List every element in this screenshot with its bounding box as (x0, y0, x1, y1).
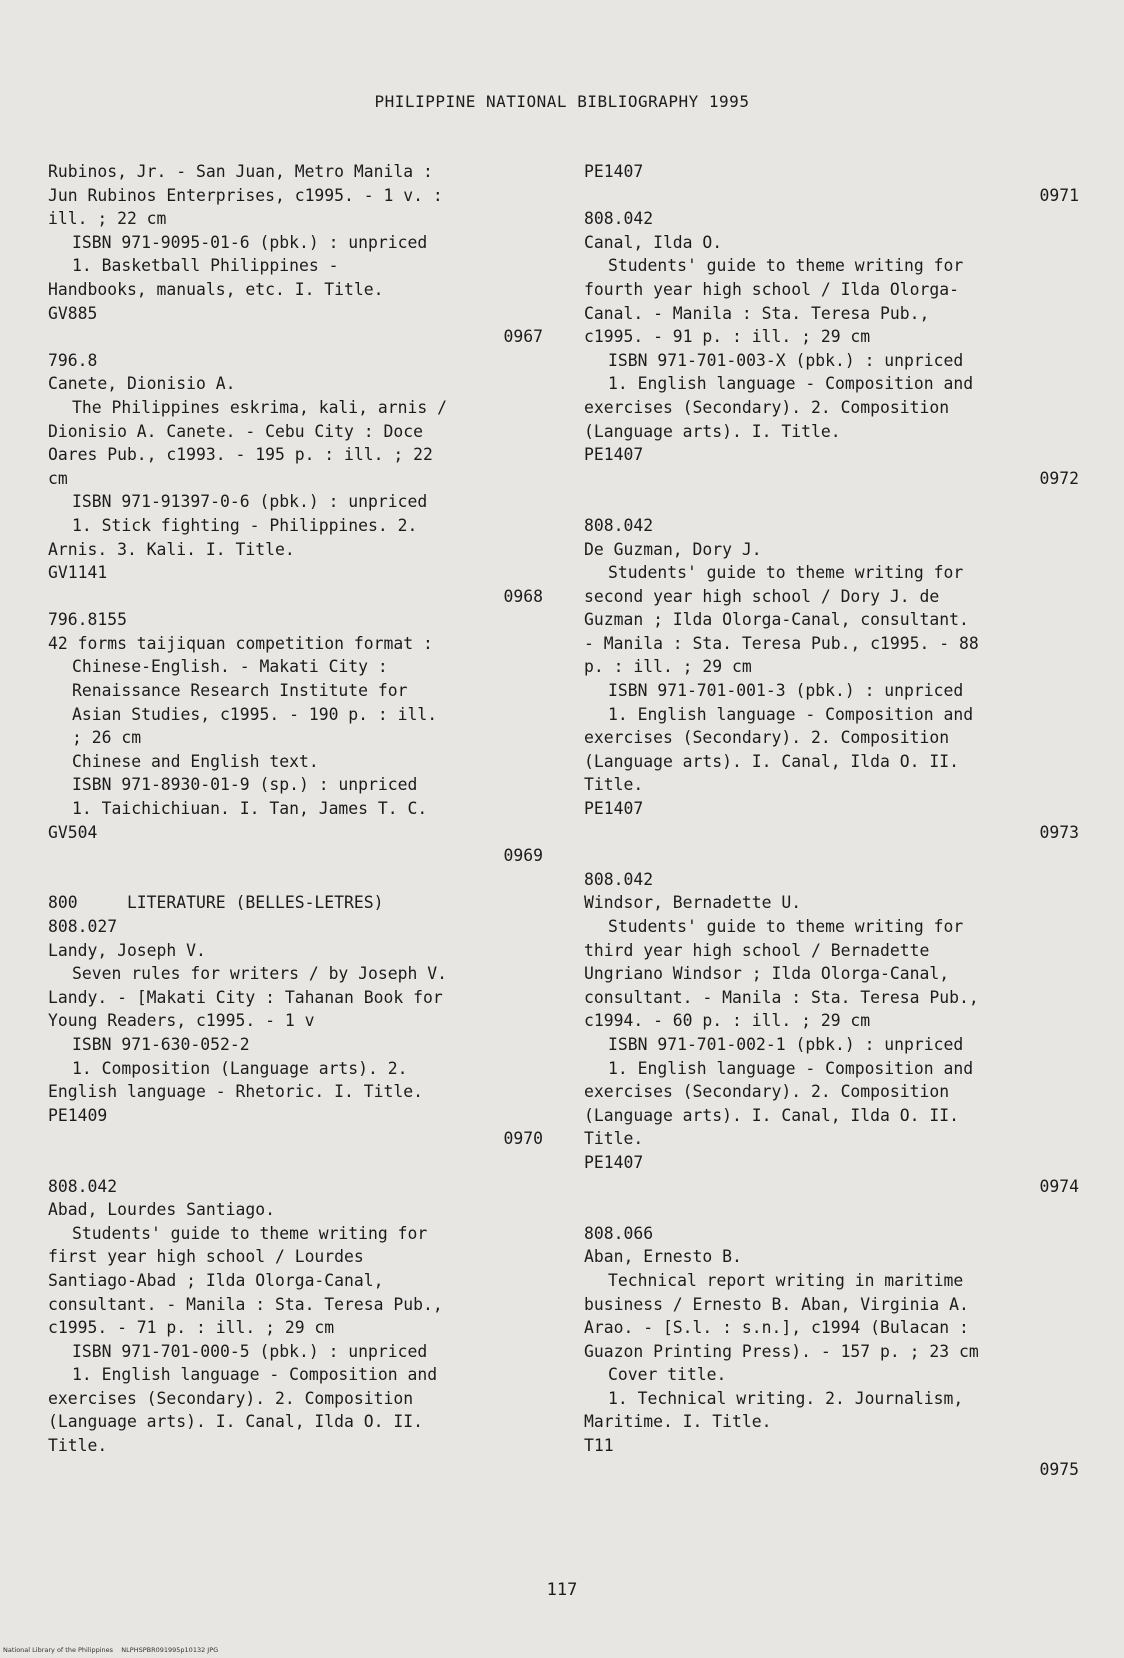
entry-line: PE1407 (584, 799, 644, 819)
entry-line: Aban, Ernesto B. (584, 1247, 742, 1267)
entry-line: Windsor, Bernadette U. (584, 893, 802, 913)
blank-line (584, 490, 1079, 514)
entry-line: Canal. - Manila : Sta. Teresa Pub., (584, 303, 930, 323)
entry-line: cm (48, 468, 68, 488)
entry-line: Title. (584, 775, 644, 795)
entry-line: PE1407 (584, 445, 644, 465)
entry-line: Rubinos, Jr. - San Juan, Metro Manila : (48, 162, 433, 181)
entry-line: Landy. - [Makati City : Tahanan Book for (48, 987, 443, 1007)
entry-line: 808.042 (584, 869, 654, 889)
entry-line: Chinese and English text. (72, 751, 319, 771)
entry-line: exercises (Secondary). 2. Composition (584, 1082, 950, 1102)
entry-number: 0971 (1039, 185, 1079, 205)
entry-line: Students' guide to theme writing for (608, 563, 964, 583)
entry-line: p. : ill. ; 29 cm (584, 657, 752, 677)
entry-line: ISBN 971-630-052-2 (72, 1034, 250, 1054)
entry-line: Guazon Printing Press). - 157 p. ; 23 cm (584, 1341, 979, 1361)
entry-line: 796.8 (48, 350, 98, 370)
entry-line: ISBN 971-701-002-1 (pbk.) : unpriced (608, 1034, 964, 1054)
entry-line: The Philippines eskrima, kali, arnis / (72, 397, 447, 417)
entry-number: 0968 (503, 586, 543, 606)
entry-line: ISBN 971-91397-0-6 (pbk.) : unpriced (72, 492, 428, 512)
entry-line: Oares Pub., c1993. - 195 p. : ill. ; 22 (48, 445, 433, 465)
entry-line: De Guzman, Dory J. (584, 539, 762, 559)
entry-line: Asian Studies, c1995. - 190 p. : ill. (72, 704, 438, 724)
entry-line: Dionisio A. Canete. - Cebu City : Doce (48, 421, 423, 441)
entry-line: GV504 (48, 822, 98, 842)
entry-line: second year high school / Dory J. de (584, 586, 940, 606)
entry-line: Students' guide to theme writing for (608, 917, 964, 936)
entry-line: 808.066 (584, 1223, 654, 1243)
entry-line: (Language arts). I. Title. (584, 421, 841, 441)
entry-number: 0969 (503, 846, 543, 866)
entry-line: exercises (Secondary). 2. Composition (584, 728, 950, 748)
entry-line: 808.042 (584, 515, 654, 535)
entry-line: Title. (584, 1129, 644, 1149)
entry-line: - Manila : Sta. Teresa Pub., c1995. - 88 (584, 633, 979, 653)
entry-number: 0974 (1039, 1176, 1079, 1196)
entry-line: 1. Taichichiuan. I. Tan, James T. C. (72, 799, 428, 819)
entry-line: 1. English language - Composition and (608, 1058, 974, 1078)
entry-line: 1. English language - Composition and (608, 374, 974, 394)
entry-line: Ungriano Windsor ; Ilda Olorga-Canal, (584, 964, 950, 984)
entry-number: 0967 (503, 327, 543, 347)
entry-line: Abad, Lourdes Santiago. (48, 1200, 275, 1220)
entry-line: 1. Stick fighting - Philippines. 2. (72, 515, 418, 535)
entry-line: Renaissance Research Institute for (72, 681, 408, 701)
entry-line: PE1409 (48, 1105, 108, 1125)
left-column (48, 160, 543, 1458)
entry-line: 1. English language - Composition and (608, 704, 974, 724)
entry-line: c1994. - 60 p. : ill. ; 29 cm (584, 1011, 871, 1031)
entry-line: (Language arts). I. Canal, Ilda O. II. (584, 1105, 959, 1125)
page-title: PHILIPPINE NATIONAL BIBLIOGRAPHY 1995 (374, 92, 750, 111)
blank-line (48, 868, 543, 892)
blank-line (584, 1198, 1079, 1222)
entry-line: ISBN 971-701-003-X (pbk.) : unpriced (608, 350, 964, 370)
page-number: 117 (546, 1580, 578, 1600)
entry-line: Arao. - [S.l. : s.n.], c1994 (Bulacan : (584, 1318, 969, 1338)
entry-line: exercises (Secondary). 2. Composition (48, 1388, 414, 1408)
blank-line (48, 1151, 543, 1175)
entry-line: first year high school / Lourdes (48, 1247, 364, 1267)
entry-line: GV1141 (48, 563, 108, 583)
entry-line: T11 (584, 1436, 614, 1456)
entry-line: 1. Technical writing. 2. Journalism, (608, 1388, 964, 1408)
entry-line: ill. ; 22 cm (48, 209, 167, 229)
entry-number: 0973 (1039, 822, 1079, 842)
entry-line: third year high school / Bernadette (584, 940, 930, 960)
entry-line: (Language arts). I. Canal, Ilda O. II. (48, 1412, 423, 1432)
entry-number: 0970 (503, 1129, 543, 1149)
entry-line: 1. Basketball Philippines - (72, 256, 339, 276)
entry-line: Canete, Dionisio A. (48, 374, 236, 394)
entry-line: Cover title. (608, 1365, 727, 1385)
entry-line: fourth year high school / Ilda Olorga- (584, 279, 959, 299)
entry-line: c1995. - 71 p. : ill. ; 29 cm (48, 1318, 335, 1338)
entry-line: ; 26 cm (72, 728, 142, 748)
entry-line: Students' guide to theme writing for (72, 1223, 428, 1243)
entry-line: Landy, Joseph V. (48, 940, 206, 960)
entry-line: 808.027 (48, 917, 118, 936)
entry-line: Chinese-English. - Makati City : (72, 657, 388, 677)
footer-caption: National Library of the Philippines NLPHSPBR091995p10132 JPG (3, 1646, 219, 1654)
entry-line: 42 forms taijiquan competition format : (48, 633, 433, 653)
entry-number: 0975 (1039, 1459, 1079, 1479)
entry-line: Seven rules for writers / by Joseph V. (72, 964, 447, 984)
entry-line: ISBN 971-701-000-5 (pbk.) : unpriced (72, 1341, 428, 1361)
entry-line: c1995. - 91 p. : ill. ; 29 cm (584, 327, 871, 347)
entry-line: Young Readers, c1995. - 1 v (48, 1011, 315, 1031)
entry-line: Title. (48, 1436, 108, 1456)
entry-number: 0972 (1039, 468, 1079, 488)
entry-line: 808.042 (584, 209, 654, 229)
entry-line: ISBN 971-701-001-3 (pbk.) : unpriced (608, 681, 964, 701)
entry-line: Canal, Ilda O. (584, 232, 723, 252)
entry-line: Jun Rubinos Enterprises, c1995. - 1 v. : (48, 185, 443, 205)
entry-line: 1. Composition (Language arts). 2. (72, 1058, 408, 1078)
entry-line: GV885 (48, 303, 98, 323)
entry-line: 1. English language - Composition and (72, 1365, 438, 1385)
entry-line: Handbooks, manuals, etc. I. Title. (48, 279, 384, 299)
entry-line: consultant. - Manila : Sta. Teresa Pub., (48, 1294, 443, 1314)
entry-line: Guzman ; Ilda Olorga-Canal, consultant. (584, 610, 969, 630)
entry-line: 800 LITERATURE (BELLES-LETRES) (48, 893, 384, 913)
entry-line: English language - Rhetoric. I. Title. (48, 1082, 423, 1102)
entry-line: consultant. - Manila : Sta. Teresa Pub., (584, 987, 979, 1007)
entry-line: ISBN 971-8930-01-9 (sp.) : unpriced (72, 775, 418, 795)
entry-line: Santiago-Abad ; Ilda Olorga-Canal, (48, 1270, 384, 1290)
right-column (584, 160, 1079, 1481)
entry-line: PE1407 (584, 1152, 644, 1172)
entry-line: PE1407 (584, 162, 644, 181)
entry-line: Technical report writing in maritime (608, 1270, 964, 1290)
entry-line: business / Ernesto B. Aban, Virginia A. (584, 1294, 969, 1314)
entry-line: (Language arts). I. Canal, Ilda O. II. (584, 751, 959, 771)
entry-line: ISBN 971-9095-01-6 (pbk.) : unpriced (72, 232, 428, 252)
entry-line: 808.042 (48, 1176, 118, 1196)
blank-line (584, 844, 1079, 868)
entry-line: Maritime. I. Title. (584, 1412, 772, 1432)
entry-line: Students' guide to theme writing for (608, 256, 964, 276)
entry-line: exercises (Secondary). 2. Composition (584, 397, 950, 417)
entry-line: 796.8155 (48, 610, 127, 630)
entry-line: Arnis. 3. Kali. I. Title. (48, 539, 295, 559)
